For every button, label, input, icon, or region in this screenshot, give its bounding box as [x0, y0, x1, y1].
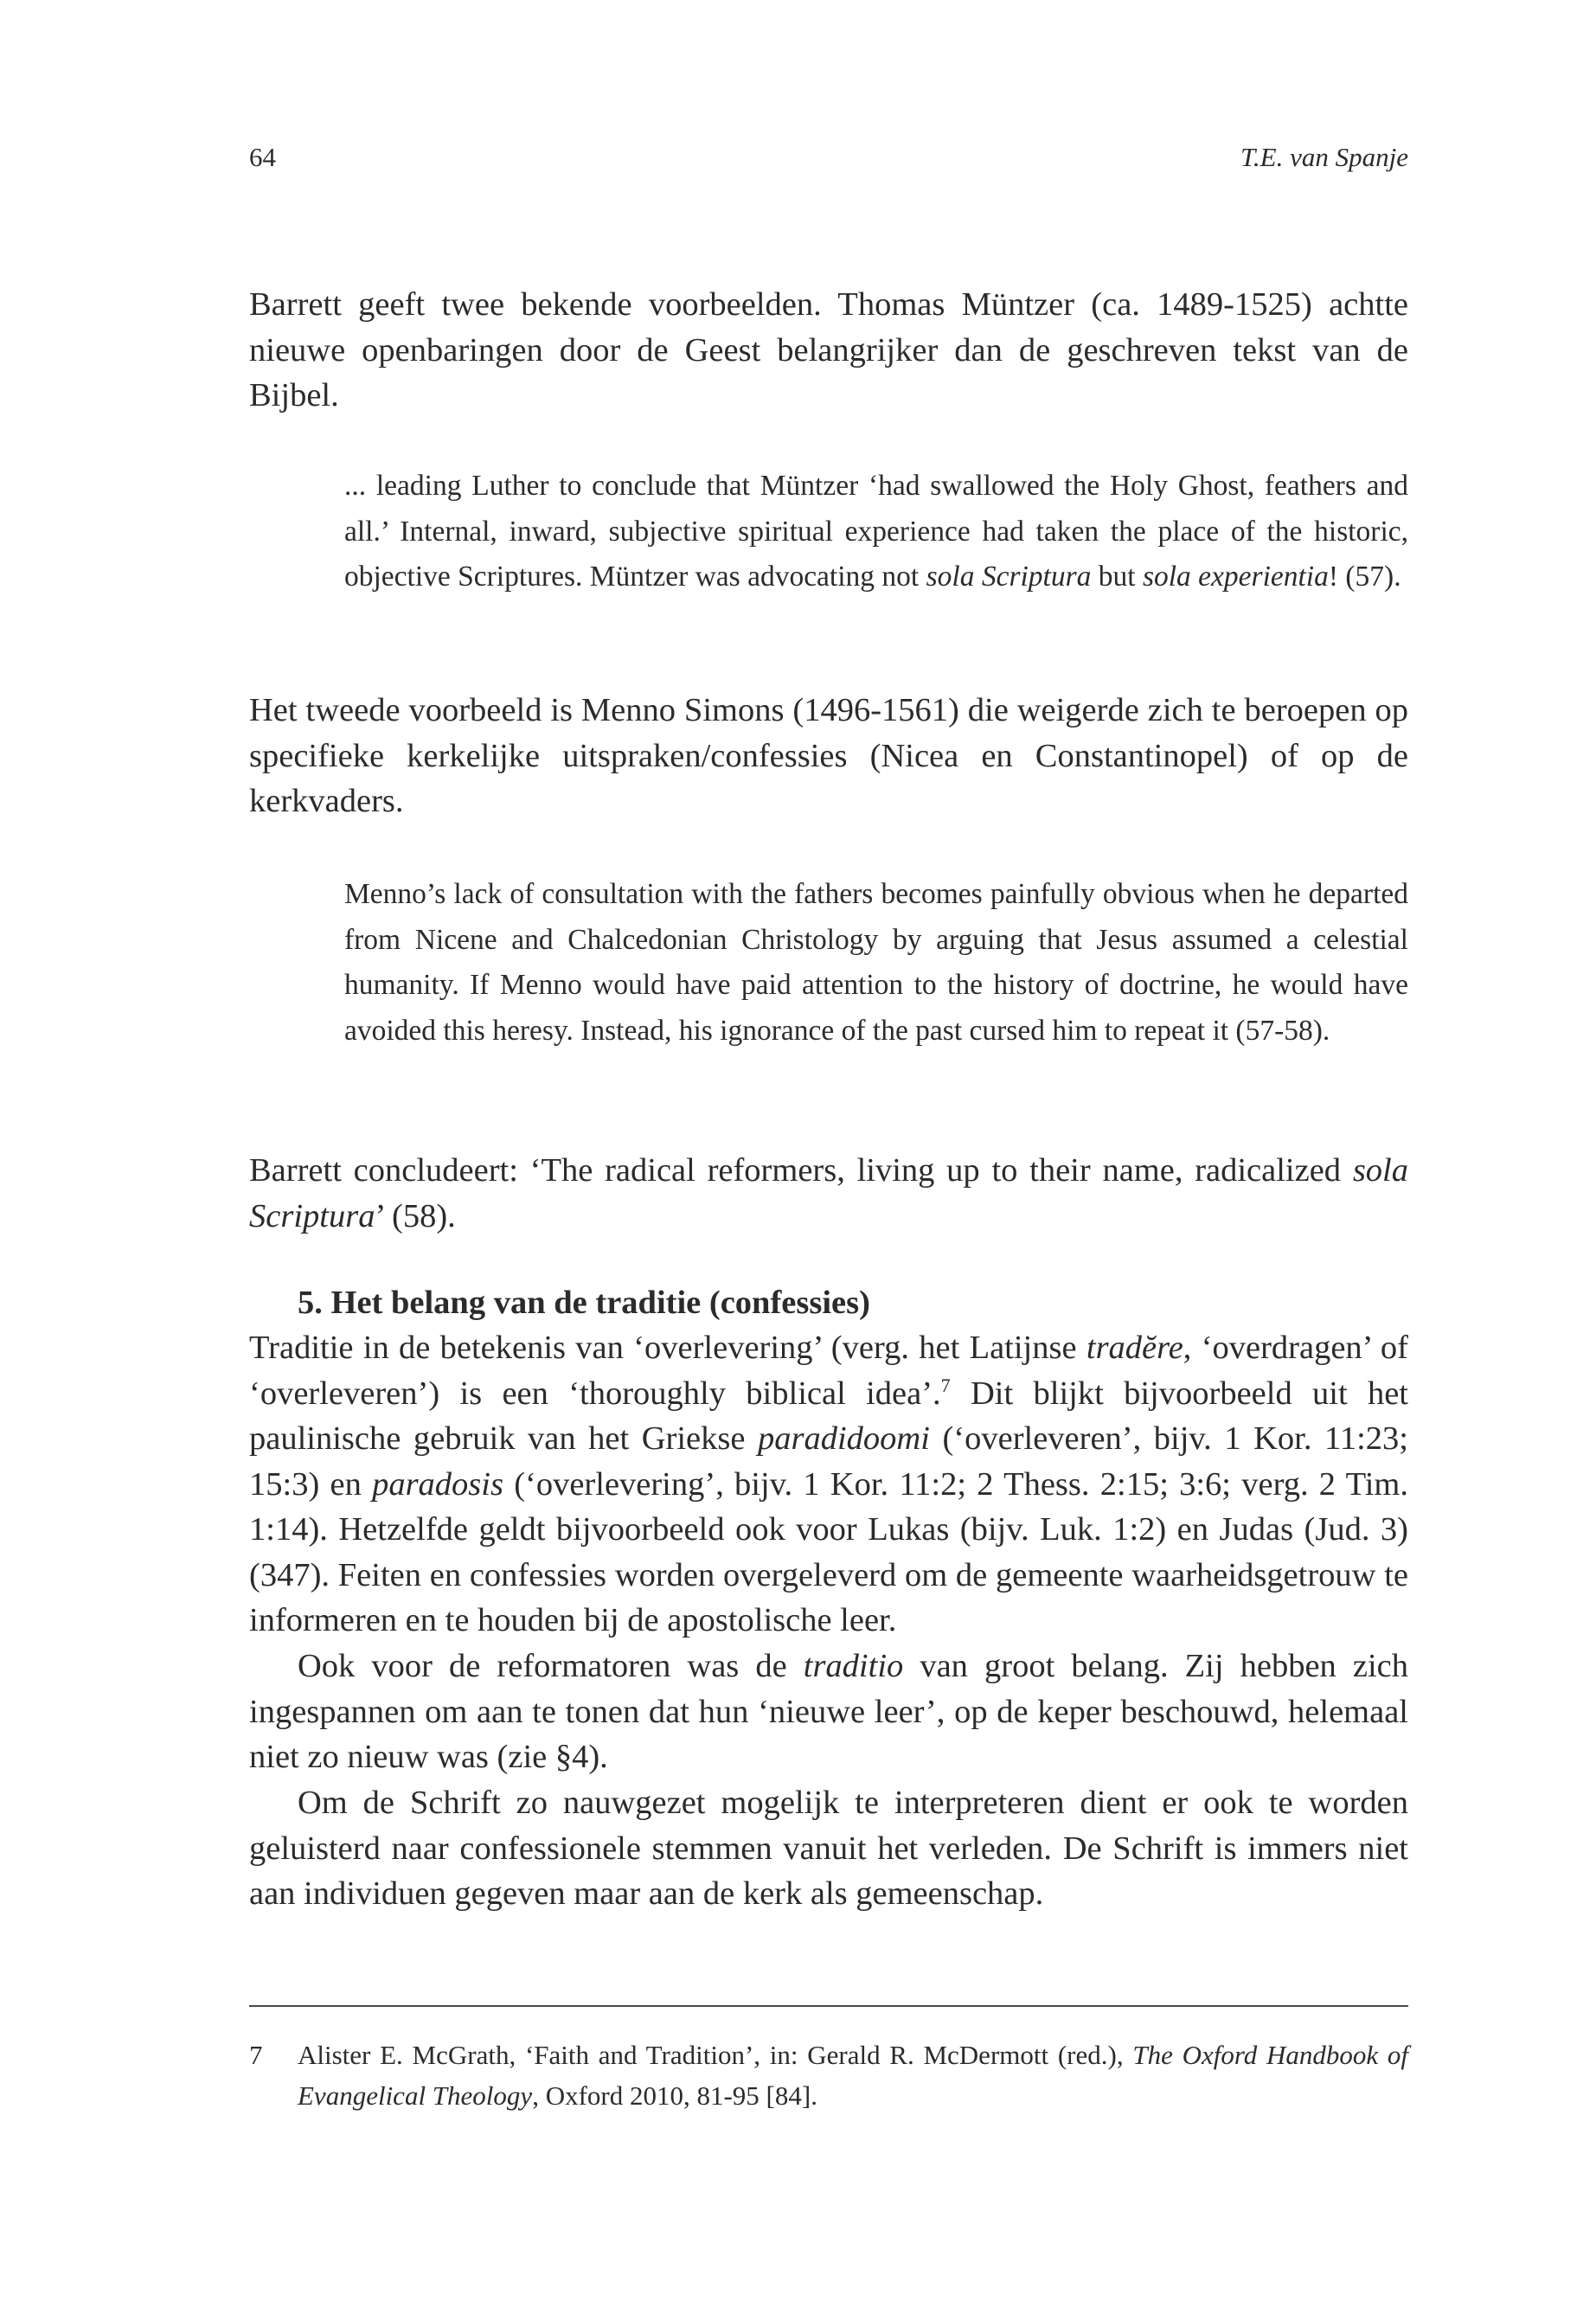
paragraph-text: , ‘overdragen’ of ‘overleveren’) is een ‘thoroughly biblical idea’. — [249, 1330, 1409, 1412]
footnote-book-title: The Oxford Handbook of Evangelical Theology — [298, 2040, 1408, 2111]
paragraph-text: Om de Schrift zo nauwgezet mogelijk te interpreteren dient er ook te worden geluisterd naar confessionele stemmen vanuit het verleden. De Schrift is immers niet aan individuen gegeven maar aan de kerk als gemeenschap. — [249, 1785, 1408, 1912]
paragraph-emphasis: tradĕre — [1086, 1330, 1183, 1366]
paragraph-confessional-voices — [249, 1780, 1408, 1917]
footnote-reference[interactable]: 7 — [940, 1374, 951, 1396]
paragraph-tradition-meaning — [249, 1325, 1408, 1644]
paragraph-text: Barrett geeft twee bekende voorbeelden. Thomas Müntzer (ca. 1489-1525) achtte nieuwe openbaringen door de Geest belangrijker dan de geschreven tekst van de Bijbel. — [249, 286, 1408, 413]
paragraph-text: Ook voor de reformatoren was de — [298, 1648, 804, 1684]
quote-text: ! (57). — [1328, 561, 1401, 593]
paragraph-barrett-examples — [249, 282, 1408, 419]
paragraph-emphasis: paradosis — [372, 1465, 503, 1503]
paragraph-barrett-conclusion — [249, 1148, 1408, 1239]
paragraph-text: Traditie in de betekenis van ‘overlevering’ (verg. het Latijnse — [249, 1330, 1086, 1366]
page-header — [249, 138, 1408, 176]
paragraph-text: ’ (58). — [375, 1197, 456, 1234]
footnote — [249, 2035, 1408, 2116]
running-head-author: T.E. van Spanje — [1240, 142, 1408, 172]
paragraph-text: (‘overleveren’, bijv. 1 Kor. 11:23; 15:3) en — [249, 1420, 1408, 1503]
paragraph-reformers — [249, 1644, 1408, 1780]
paragraph-text: Dit blijkt bijvoorbeeld uit het paulinische gebruik van het Griekse — [249, 1375, 1409, 1457]
paragraph-emphasis: traditio — [803, 1648, 904, 1684]
page-number: 64 — [249, 142, 276, 172]
quote-text: ... leading Luther to conclude that Müntzer ‘had swallowed the Holy Ghost, feathers and all.’ Internal, inward, subjective spiritual experience had taken the place of the historic, objective Scriptures. Müntzer was advocating not — [344, 470, 1408, 593]
quote-text: Menno’s lack of consultation with the fathers becomes painfully obvious when he departed from Nicene and Chalcedonian Christology by arguing that Jesus assumed a celestial humanity. If Menno would have paid attention to the history of doctrine, he would have avoided this heresy. Instead, his ignorance of the past cursed him to repeat it (57-58). — [344, 878, 1408, 1047]
paragraph-text: van groot belang. Zij hebben zich ingespannen om aan te tonen dat hun ‘nieuwe leer’, op de keper beschouwd, helemaal niet zo nieuw was (zie §4). — [249, 1648, 1408, 1775]
quote-emphasis: sola Scriptura — [926, 561, 1092, 593]
block-quote-menno — [344, 872, 1408, 1054]
footnote-text-part: , Oxford 2010, 81-95 [84]. — [532, 2080, 817, 2111]
paragraph-text: Het tweede voorbeeld is Menno Simons (1496-1561) die weigerde zich te beroepen op specifieke kerkelijke uitspraken/confessies (Nicea en Constantinopel) of op de kerkvaders. — [249, 692, 1408, 819]
footnote-text-part: Alister E. McGrath, ‘Faith and Tradition’, in: Gerald R. McDermott (red.), — [298, 2040, 1133, 2070]
quote-text: but — [1091, 561, 1143, 593]
footnote-number: 7 — [249, 2040, 263, 2070]
section-heading: 5. Het belang van de traditie (confessies) — [298, 1285, 870, 1321]
paragraph-emphasis: paradidoomi — [757, 1420, 930, 1457]
paragraph-text: (‘overlevering’, bijv. 1 Kor. 11:2; 2 Thess. 2:15; 3:6; verg. 2 Tim. 1:14). Hetzelfde geldt bijvoorbeeld ook voor Lukas (bijv. Luk. 1:2) en Judas (Jud. 3) (347). Feiten en confessies worden overgeleverd om de gemeente waarheidsgetrouw te informeren en te houden bij de apostolische leer. — [249, 1465, 1409, 1638]
footnote-divider — [249, 2005, 1408, 2007]
paragraph-text: Barrett concludeert: ‘The radical reformers, living up to their name, radicalized — [249, 1152, 1353, 1189]
paragraph-menno-simons — [249, 688, 1408, 824]
quote-emphasis: sola experientia — [1142, 561, 1329, 593]
footnote-text — [298, 2035, 1408, 2116]
block-quote-muntzer — [344, 464, 1408, 600]
paragraph-emphasis: sola Scriptura — [249, 1152, 1408, 1234]
